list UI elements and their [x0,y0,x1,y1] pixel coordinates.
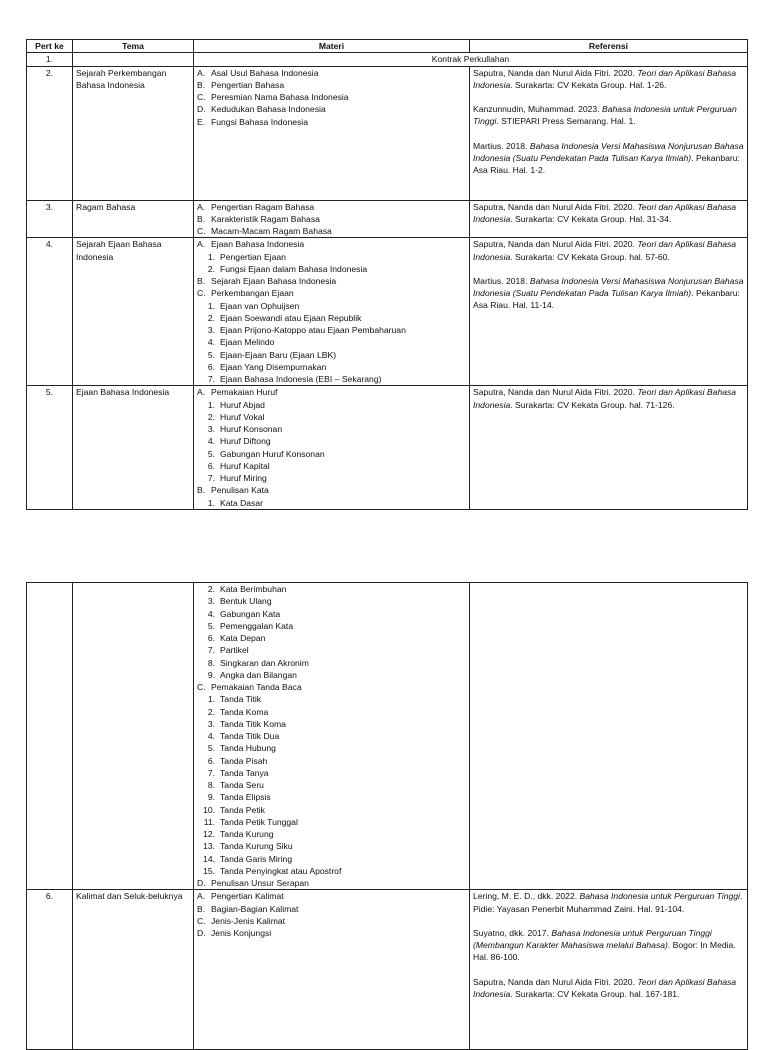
list-text: Tanda Petik [220,804,265,815]
materi-subitem [197,730,466,742]
list-marker: 5. [207,448,215,459]
header-materi: Materi [194,40,470,53]
reference-title: Bahasa Indonesia Versi Mahasiswa Nonjurusan Bahasa Indonesia (Suatu Pendekatan Pada Tulisan Karya Ilmiah) [473,275,744,298]
list-text: Tanda Penyingkat atau Apostrof [220,865,342,876]
row-materi [194,66,470,200]
list-text: Tanda Tanya [220,767,269,778]
materi-subitem [197,767,466,779]
materi-item [197,484,466,496]
materi-subitem [197,595,466,607]
list-marker: 1. [207,300,215,311]
list-text: Pemenggalan Kata [220,620,294,631]
materi-item [197,91,466,103]
reference-title: Bahasa Indonesia untuk Perguruan Tinggi [579,891,740,902]
materi-subitem [197,620,466,632]
reference-title: Teori dan Aplikasi Bahasa Indonesia [473,67,737,90]
row-tema: Ejaan Bahasa Indonesia [73,386,194,510]
list-text: Penulisan Kata [211,485,269,496]
list-text: Partikel [220,645,249,656]
materi-item [197,238,466,250]
materi-subitem [197,644,466,656]
list-marker: 2. [207,312,215,323]
materi-subitem [197,657,466,669]
list-marker: 8. [207,780,215,790]
list-marker: 15. [203,865,215,876]
reference-title: Bahasa Indonesia untuk Perguruan Tinggi (Membangun Karakter Mahasiswa melalui Bahasa) [473,927,712,950]
reference-entry: Saputra, Nanda dan Nurul Aida Fitri. 2020. Teori dan Aplikasi Bahasa Indonesia. Surakarta: CV Kekata Group. Hal. 1-26. [473,67,737,90]
materi-subitem [197,742,466,754]
row-tema [73,53,194,66]
row-materi [194,238,470,386]
row-number: 4. [27,238,73,386]
list-text: Pemakaian Huruf [211,387,278,398]
list-text: Ejaan-Ejaan Baru (Ejaan LBK) [220,349,337,360]
materi-item [197,67,466,79]
list-marker: C. [197,915,206,926]
list-text: Angka dan Bilangan [220,669,297,680]
materi-item [197,915,466,927]
materi-subitem [197,669,466,681]
list-marker: 2. [207,706,215,717]
list-text: Tanda Titik Koma [220,718,286,729]
list-marker: C. [197,288,206,299]
reference-entry: Saputra, Nanda dan Nurul Aida Fitri. 2020. Teori dan Aplikasi Bahasa Indonesia. Surakarta: CV Kekata Group. Hal. 31-34. [473,201,737,224]
syllabus-table-page-1 [26,39,748,510]
list-text: Pengertian Ejaan [220,251,286,262]
materi-subitem [197,853,466,865]
list-text: Kata Dasar [220,497,263,508]
materi-subitem [197,263,466,275]
list-text: Kata Berimbuhan [220,584,287,594]
list-text: Tanda Hubung [220,743,276,754]
row-referensi [470,386,748,510]
list-marker: C. [197,226,206,236]
materi-item [197,386,466,398]
list-marker: 6. [207,460,215,471]
header-tema: Tema [73,40,194,53]
row-materi [194,200,470,238]
materi-item [197,287,466,299]
materi-item [197,890,466,902]
list-text: Tanda Titik Dua [220,731,280,741]
list-marker: 8. [207,657,215,668]
list-marker: B. [197,276,206,286]
list-marker: 13. [203,841,215,852]
materi-subitem [197,706,466,718]
list-marker: D. [197,928,206,938]
list-marker: 3. [207,596,215,607]
list-marker: D. [197,878,206,888]
list-marker: 5. [207,349,215,360]
list-marker: 5. [207,620,215,631]
reference-entry: Suyatno, dkk. 2017. Bahasa Indonesia untuk Perguruan Tinggi (Membangun Karakter Mahasiswa melalui Bahasa). Bogor: In Media. Hal. 86-100. [473,927,736,963]
row-materi [194,386,470,510]
row-number: 6. [27,890,73,1050]
list-text: Kedudukan Bahasa Indonesia [211,104,326,115]
list-marker: 1. [207,497,215,508]
reference-title: Teori dan Aplikasi Bahasa Indonesia [473,239,737,262]
list-marker: 1. [207,399,215,410]
materi-item [197,275,466,287]
list-marker: 6. [207,361,215,372]
materi-subitem [197,324,466,336]
list-text: Ejaan Bahasa Indonesia [211,239,305,250]
list-text: Huruf Diftong [220,436,271,447]
materi-subitem [197,460,466,472]
list-marker: 2. [207,584,215,594]
list-text: Tanda Pisah [220,755,268,766]
list-text: Ejaan Yang Disempurnakan [220,361,327,372]
list-marker: 7. [207,473,215,483]
list-text: Kata Depan [220,633,266,643]
materi-subitem [197,791,466,803]
list-text: Tanda Kurung [220,829,274,839]
list-marker: 4. [207,436,215,447]
materi-subitem [197,423,466,435]
materi-item [197,927,466,939]
row-tema: Sejarah Perkembangan Bahasa Indonesia [73,66,194,200]
list-text: Fungsi Ejaan dalam Bahasa Indonesia [220,263,368,274]
reference-entry: Saputra, Nanda dan Nurul Aida Fitri. 2020. Teori dan Aplikasi Bahasa Indonesia. Surakarta: CV Kekata Group. hal. 57-60. [473,239,737,262]
reference-title: Teori dan Aplikasi Bahasa Indonesia [473,387,737,410]
materi-subitem [197,448,466,460]
list-marker: B. [197,213,206,224]
list-marker: 4. [207,608,215,619]
materi-item [197,213,466,225]
row-tema: Kalimat dan Seluk-beluknya [73,890,194,1050]
syllabus-table-page-2 [26,582,748,1050]
list-text: Gabungan Huruf Konsonan [220,448,325,459]
row-number [27,583,73,890]
reference-entry: Martius. 2018. Bahasa Indonesia Versi Mahasiswa Nonjurusan Bahasa Indonesia (Suatu Pendekatan Pada Tulisan Karya Ilmiah). Pekanbaru: Asa Riau. Hal. 1-2. [473,140,744,175]
row-tema: Sejarah Ejaan Bahasa Indonesia [73,238,194,386]
table-row [27,890,748,1050]
row-number: 3. [27,200,73,238]
list-text: Tanda Titik [220,694,262,705]
reference-title: Teori dan Aplikasi Bahasa Indonesia [473,976,737,999]
list-marker: A. [197,891,206,902]
materi-item [197,225,466,237]
list-marker: 2. [207,263,215,274]
row-number: 5. [27,386,73,510]
reference-title: Teori dan Aplikasi Bahasa Indonesia [473,201,737,224]
list-text: Huruf Kapital [220,460,270,471]
row-tema: Ragam Bahasa [73,200,194,238]
list-text: Ejaan Soewandi atau Ejaan Republik [220,312,362,323]
table-row [27,238,748,386]
materi-subitem [197,632,466,644]
list-text: Pengertian Bahasa [211,79,285,90]
materi-item [197,903,466,915]
materi-subitem [197,435,466,447]
list-text: Huruf Vokal [220,411,265,422]
materi-subitem [197,816,466,828]
list-text: Tanda Elipsis [220,792,271,803]
list-marker: B. [197,903,206,914]
materi-subitem [197,497,466,509]
list-text: Huruf Konsonan [220,424,283,434]
materi-subitem [197,411,466,423]
reference-entry: Martius. 2018. Bahasa Indonesia Versi Mahasiswa Nonjurusan Bahasa Indonesia (Suatu Pendekatan Pada Tulisan Karya Ilmiah). Pekanbaru: Asa Riau. Hal. 11-14. [473,275,744,311]
list-text: Tanda Koma [220,706,269,717]
materi-subitem [197,583,466,595]
materi-item [197,79,466,91]
list-text: Penulisan Unsur Serapan [211,878,309,888]
list-marker: 5. [207,743,215,754]
list-marker: D. [197,104,206,115]
list-marker: E. [197,116,206,127]
table-row [27,200,748,238]
row-tema [73,583,194,890]
row-referensi [470,583,748,890]
materi-item [197,877,466,889]
list-marker: 6. [207,633,215,643]
list-text: Tanda Petik Tunggal [220,816,298,827]
list-marker: 11. [203,816,215,827]
row-number: 2. [27,66,73,200]
list-text: Gabungan Kata [220,608,281,619]
materi-subitem [197,472,466,484]
kontrak-perkuliahan-cell: Kontrak Perkullahan [194,53,748,66]
list-marker: A. [197,239,206,250]
materi-subitem [197,608,466,620]
materi-item [197,116,466,128]
list-marker: A. [197,201,206,212]
list-text: Ejaan van Ophuijsen [220,300,300,311]
list-marker: 7. [207,374,215,384]
materi-subitem [197,693,466,705]
list-text: Tanda Kurung Siku [220,841,293,852]
materi-subitem [197,755,466,767]
list-text: Fungsi Bahasa Indonesia [211,116,308,127]
materi-subitem [197,373,466,385]
list-marker: 6. [207,755,215,766]
list-text: Asal Usul Bahasa Indonesia [211,67,319,78]
list-text: Singkaran dan Akronim [220,657,309,668]
list-text: Tanda Garis Miring [220,853,293,864]
list-text: Tanda Seru [220,780,264,790]
list-text: Huruf Abjad [220,399,265,410]
list-marker: 12. [203,829,215,839]
materi-subitem [197,300,466,312]
list-marker: 14. [203,853,215,864]
materi-subitem [197,349,466,361]
materi-subitem [197,718,466,730]
list-marker: 1. [207,694,215,705]
list-marker: C. [197,92,206,102]
list-text: Ejaan Melindo [220,337,275,348]
table-row [27,386,748,510]
list-marker: 9. [207,669,215,680]
table-header-row [27,40,748,53]
list-text: Karakteristik Ragam Bahasa [211,213,320,224]
materi-subitem [197,804,466,816]
list-text: Pengertian Ragam Bahasa [211,201,315,212]
table-row [27,53,748,66]
list-marker: A. [197,67,206,78]
list-marker: C. [197,682,206,692]
reference-title: Bahasa Indonesia untuk Perguruan Tinggi [473,104,737,127]
materi-item [197,103,466,115]
list-text: Pengertian Kalimat [211,891,284,902]
reference-entry: Lering, M. E. D., dkk. 2022. Bahasa Indonesia untuk Perguruan Tinggi. Pidie: Yayasan Penerbit Muhammad Zaini. Hal. 91-104. [473,891,743,914]
row-number: 1. [27,53,73,66]
list-text: Peresmian Nama Bahasa Indonesia [211,92,349,102]
list-marker: 10. [203,804,215,815]
list-text: Bentuk Ulang [220,596,272,607]
list-marker: 1. [207,251,215,262]
list-marker: A. [197,387,206,398]
list-marker: 7. [207,767,215,778]
list-marker: 4. [207,337,215,348]
row-referensi [470,200,748,238]
materi-subitem [197,865,466,877]
materi-subitem [197,312,466,324]
list-marker: 2. [207,411,215,422]
materi-subitem [197,399,466,411]
list-text: Sejarah Ejaan Bahasa Indonesia [211,276,337,286]
row-materi [194,583,470,890]
list-text: Pemakaian Tanda Baca [211,682,302,692]
list-text: Perkembangan Ejaan [211,288,294,299]
table-row [27,583,748,890]
list-marker: B. [197,79,206,90]
list-text: Ejaan Prijono-Katoppo atau Ejaan Pembaharuan [220,325,406,335]
row-referensi [470,66,748,200]
list-marker: 3. [207,718,215,729]
header-pert-ke: Pert ke [27,40,73,53]
materi-subitem [197,251,466,263]
reference-entry: Saputra, Nanda dan Nurul Aida Fitri. 2020. Teori dan Aplikasi Bahasa Indonesia. Surakarta: CV Kekata Group. hal. 71-126. [473,387,737,410]
reference-title: Bahasa Indonesia Versi Mahasiswa Nonjurusan Bahasa Indonesia (Suatu Pendekatan Pada Tulisan Karya Ilmiah) [473,140,744,163]
reference-entry: Kanzunnudin, Muhammad. 2023. Bahasa Indonesia untuk Perguruan Tinggi. STIEPARI Press Semarang. Hal. 1. [473,104,737,127]
list-marker: B. [197,485,206,496]
list-marker: 4. [207,731,215,741]
materi-item [197,201,466,213]
list-marker: 7. [207,645,215,656]
list-text: Macam-Macam Ragam Bahasa [211,226,332,236]
list-marker: 3. [207,325,215,335]
row-referensi [470,238,748,386]
reference-entry: Saputra, Nanda dan Nurul Aida Fitri. 2020. Teori dan Aplikasi Bahasa Indonesia. Surakarta: CV Kekata Group. hal. 167-181. [473,976,737,999]
materi-subitem [197,828,466,840]
list-text: Ejaan Bahasa Indonesia (EBI – Sekarang) [220,374,382,384]
list-text: Jenis Konjungsi [211,928,272,938]
row-materi [194,890,470,1050]
list-marker: 9. [207,792,215,803]
list-text: Huruf Miring [220,473,267,483]
materi-subitem [197,361,466,373]
list-text: Bagian-Bagian Kalimat [211,903,299,914]
row-referensi [470,890,748,1050]
materi-item [197,681,466,693]
list-marker: 3. [207,424,215,434]
materi-subitem [197,840,466,852]
table-row [27,66,748,200]
materi-subitem [197,779,466,791]
materi-subitem [197,336,466,348]
list-text: Jenis-Jenis Kalimat [211,915,286,926]
header-referensi: Referensi [470,40,748,53]
